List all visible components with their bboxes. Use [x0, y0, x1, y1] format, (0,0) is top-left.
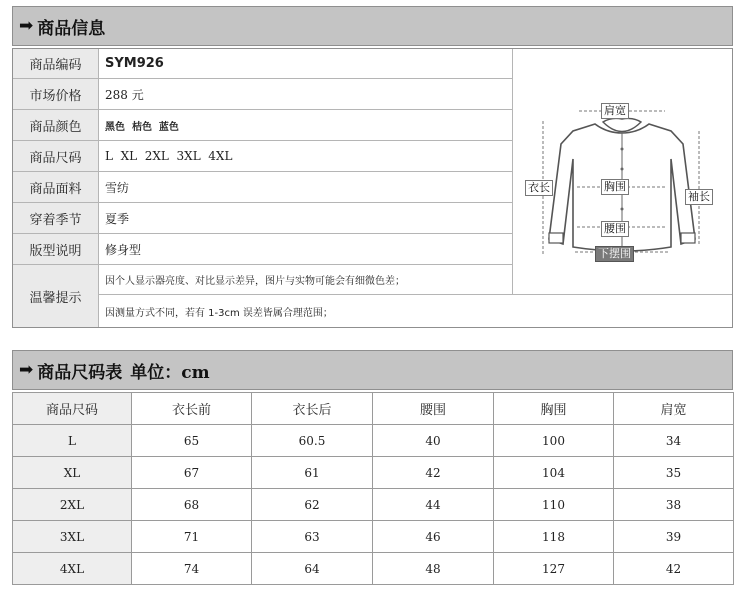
tip-note-2: 因测量方式不同，若有 1-3cm 误差皆属合理范围； — [105, 307, 333, 319]
diagram-label-waist: 腰围 — [601, 221, 629, 237]
table-cell: 62 — [252, 489, 373, 521]
table-cell: 60.5 — [252, 425, 373, 457]
table-cell: 127 — [494, 553, 614, 585]
table-cell: 64 — [252, 553, 373, 585]
diagram-label-sleeve: 袖长 — [685, 189, 713, 205]
table-row — [13, 425, 734, 457]
size-chart-title: 商品尺码表 — [37, 362, 123, 383]
table-cell: 48 — [373, 553, 494, 585]
label-fabric: 商品面料 — [13, 172, 99, 203]
table-cell: 67 — [132, 457, 252, 489]
size-cell: XL — [13, 457, 132, 489]
table-cell: 110 — [494, 489, 614, 521]
size-chart-unit: 单位：cm — [130, 362, 210, 383]
table-cell: 35 — [614, 457, 734, 489]
table-row — [13, 489, 734, 521]
shirt-measurement-diagram — [513, 49, 732, 295]
header-shoulder: 肩宽 — [614, 393, 734, 425]
diagram-label-length: 衣长 — [525, 180, 553, 196]
table-cell: 61 — [252, 457, 373, 489]
header-size: 商品尺码 — [13, 393, 132, 425]
product-info-table — [12, 48, 733, 328]
diagram-label-chest: 胸围 — [601, 179, 629, 195]
value-fabric: 雪纺 — [99, 172, 513, 203]
product-info-title: 商品信息 — [37, 18, 106, 39]
table-cell: 68 — [132, 489, 252, 521]
label-market-price: 市场价格 — [13, 79, 99, 110]
value-market-price: 288 元 — [99, 79, 513, 110]
diagram-label-shoulder: 肩宽 — [601, 103, 629, 119]
header-front-length: 衣长前 — [132, 393, 252, 425]
table-cell: 118 — [494, 521, 614, 553]
table-cell: 42 — [614, 553, 734, 585]
header-back-length: 衣长后 — [252, 393, 373, 425]
size-chart-table — [12, 392, 734, 585]
right-arrow-icon: ➡ — [19, 15, 34, 36]
table-cell: 63 — [252, 521, 373, 553]
tip-note-1: 因个人显示器亮度、对比显示差异，图片与实物可能会有细微色差； — [99, 265, 513, 295]
product-info-header — [12, 6, 733, 46]
table-row — [13, 457, 734, 489]
table-cell: 39 — [614, 521, 734, 553]
label-fit: 版型说明 — [13, 234, 99, 265]
table-row — [13, 521, 734, 553]
table-cell: 46 — [373, 521, 494, 553]
size-cell: L — [13, 425, 132, 457]
table-cell: 74 — [132, 553, 252, 585]
label-product-code: 商品编码 — [13, 49, 99, 79]
label-size: 商品尺码 — [13, 141, 99, 172]
value-size: L XL 2XL 3XL 4XL — [99, 141, 513, 172]
size-cell: 3XL — [13, 521, 132, 553]
table-cell: 71 — [132, 521, 252, 553]
table-cell: 40 — [373, 425, 494, 457]
label-season: 穿着季节 — [13, 203, 99, 234]
size-table-header-row — [13, 393, 734, 425]
value-color: 黑色 桔色 蓝色 — [99, 110, 513, 141]
value-fit: 修身型 — [99, 234, 513, 265]
table-cell: 38 — [614, 489, 734, 521]
right-arrow-icon: ➡ — [19, 359, 34, 380]
size-cell: 2XL — [13, 489, 132, 521]
header-waist: 腰围 — [373, 393, 494, 425]
size-chart-header — [12, 350, 733, 390]
value-product-code: SYM926 — [99, 49, 513, 79]
table-cell: 44 — [373, 489, 494, 521]
size-cell: 4XL — [13, 553, 132, 585]
label-color: 商品颜色 — [13, 110, 99, 141]
label-tips: 温馨提示 — [13, 265, 99, 327]
header-chest: 胸围 — [494, 393, 614, 425]
table-cell: 42 — [373, 457, 494, 489]
value-season: 夏季 — [99, 203, 513, 234]
table-cell: 65 — [132, 425, 252, 457]
table-row — [13, 553, 734, 585]
table-cell: 100 — [494, 425, 614, 457]
table-cell: 34 — [614, 425, 734, 457]
table-cell: 104 — [494, 457, 614, 489]
diagram-label-hem: 下摆围 — [595, 246, 634, 262]
